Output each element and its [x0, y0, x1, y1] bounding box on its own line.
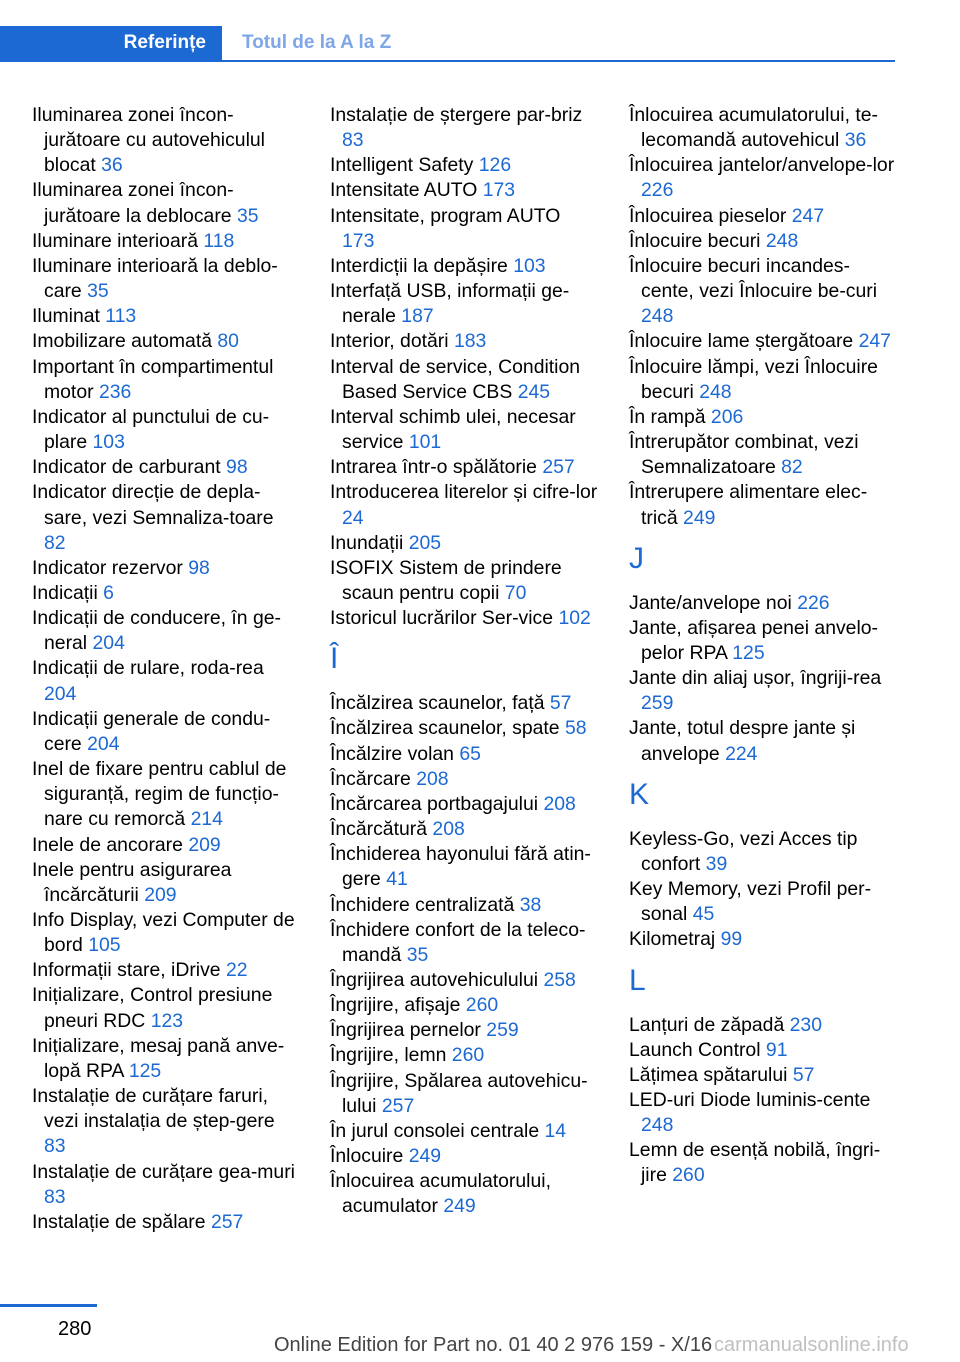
- index-entry-term: Keyless-Go, vezi Acces tip confort: [629, 827, 858, 875]
- index-entry: [32, 707, 300, 757]
- index-entry-term: Inițializare, mesaj pană anve‐lopă RPA: [32, 1034, 285, 1082]
- index-entry: [629, 329, 897, 354]
- index-entry-term: Îngrijirea pernelor: [330, 1019, 481, 1042]
- index-entry-term: Lemn de esență nobilă, îngri‐jire: [629, 1139, 881, 1187]
- page-link[interactable]: 208: [416, 767, 449, 790]
- index-entry: [32, 1160, 300, 1210]
- index-entry: [330, 1169, 598, 1219]
- index-entry: [32, 908, 300, 958]
- index-entry: [32, 656, 300, 706]
- index-entry-term: Jante din aliaj ușor, îngriji‐rea: [629, 667, 882, 690]
- index-entry: [629, 1038, 897, 1063]
- index-entry: [629, 1063, 897, 1088]
- index-entry: [330, 329, 598, 354]
- index-column-3: [629, 103, 897, 1189]
- index-entry-term: Intelligent Safety: [330, 154, 474, 177]
- index-entry-term: Instalație de spălare: [32, 1210, 206, 1233]
- page-link[interactable]: 98: [226, 456, 248, 479]
- index-entry: [330, 742, 598, 767]
- page-link[interactable]: 249: [408, 1145, 442, 1168]
- index-entry-term: Key Memory, vezi Profil per‐sonal: [629, 878, 872, 926]
- index-entry: [32, 304, 300, 329]
- index-entry: [32, 178, 300, 228]
- index-entry-term: Intensitate AUTO: [330, 179, 478, 202]
- page-link[interactable]: 70: [504, 581, 527, 604]
- index-entry: [330, 455, 598, 480]
- index-entry-term: Înlocuire lame ștergătoare: [629, 330, 854, 353]
- index-entry: [330, 178, 598, 203]
- index-entry: [629, 254, 897, 329]
- index-entry: [330, 1144, 598, 1169]
- index-entry: [330, 792, 598, 817]
- index-entry-term: Înlocuire lămpi, vezi Înlocuire becuri: [629, 355, 878, 403]
- tab-a-to-z[interactable]: Totul de la A la Z: [242, 32, 392, 53]
- index-entry: [330, 279, 598, 329]
- page-link[interactable]: 35: [87, 280, 109, 303]
- index-entry-term: Înlocuirea acumulatorului, acumulator: [330, 1170, 551, 1218]
- index-entry-term: Inele de ancorare: [32, 833, 183, 856]
- page-link[interactable]: 260: [672, 1164, 705, 1187]
- index-entry-term: Instalație de curățare gea‐muri: [32, 1160, 295, 1183]
- index-letter-heading: L: [629, 963, 646, 997]
- page-link[interactable]: 257: [381, 1094, 415, 1117]
- index-entry: [330, 254, 598, 279]
- page-link[interactable]: 99: [720, 928, 743, 951]
- index-entry: [629, 430, 897, 480]
- page-link[interactable]: 204: [87, 732, 120, 755]
- index-entry-term: Instalație de curățare faruri, vezi instalația de ștер‐gere: [32, 1085, 275, 1133]
- index-entry-term: Indicații de rulare, roda‐rea: [32, 657, 264, 680]
- index-entry: [330, 1043, 598, 1068]
- index-letter-heading: J: [629, 541, 644, 575]
- index-entry-term: Inițializare, Control presiune pneuri RDC: [32, 984, 273, 1032]
- page-link[interactable]: 105: [88, 934, 121, 957]
- page-link[interactable]: 35: [406, 943, 429, 966]
- page-link[interactable]: 208: [432, 818, 465, 841]
- page-link[interactable]: 57: [792, 1063, 815, 1086]
- page-link[interactable]: 58: [564, 717, 587, 740]
- page-link[interactable]: 248: [699, 380, 732, 403]
- index-entry-term: Închidere centralizată: [330, 893, 515, 916]
- index-entry: [629, 591, 897, 616]
- index-entry-term: Încălzirea scaunelor, față: [330, 692, 545, 715]
- index-entry-term: Îngrijire, Spălarea autovehicu‐lului: [330, 1069, 588, 1117]
- index-entry: [330, 103, 598, 153]
- index-entry-term: Înlocuirea acumulatorului, te‐lecomandă autovehicul: [629, 104, 878, 152]
- index-entry-term: Îngrijire, lemn: [330, 1044, 447, 1067]
- page-link[interactable]: 83: [342, 129, 364, 152]
- page-link[interactable]: 204: [92, 632, 125, 655]
- index-entry: [32, 229, 300, 254]
- index-entry: [330, 1018, 598, 1043]
- page-link[interactable]: 125: [128, 1059, 162, 1082]
- index-entry: [32, 1034, 300, 1084]
- index-entry: [629, 877, 897, 927]
- index-entry-term: Indicator rezervor: [32, 556, 183, 579]
- footer-rule: [0, 1304, 97, 1307]
- index-entry-term: Indicații: [32, 581, 98, 604]
- page-link[interactable]: 102: [558, 607, 591, 630]
- index-entry-term: Interior, dotări: [330, 330, 449, 353]
- index-entry-term: Iluminare interioară: [32, 229, 198, 252]
- index-entry: [330, 893, 598, 918]
- page-link[interactable]: 36: [101, 154, 123, 177]
- index-entry-term: Încărcare: [330, 767, 411, 790]
- index-entry: [330, 842, 598, 892]
- page-link[interactable]: 205: [408, 531, 442, 554]
- index-entry: [629, 355, 897, 405]
- index-entry-term: Indicator de carburant: [32, 456, 221, 479]
- page-link[interactable]: 236: [98, 380, 132, 403]
- index-entry-term: Înlocuire: [330, 1145, 404, 1168]
- index-entry: [629, 480, 897, 530]
- page-link[interactable]: 6: [103, 581, 114, 604]
- index-entry: [32, 958, 300, 983]
- index-entry: [330, 480, 598, 530]
- index-entry-term: Jante/anvelope noi: [629, 591, 792, 614]
- page-link[interactable]: 36: [844, 129, 867, 152]
- index-entry-term: Lanțuri de zăpadă: [629, 1013, 785, 1036]
- page-link[interactable]: 204: [44, 682, 77, 705]
- index-entry: [330, 968, 598, 993]
- index-entry-term: Întrerupător combinat, vezi Semnalizatoare: [629, 431, 859, 479]
- index-entry-term: Înlocuirea jantelor/anvelope‐lor: [629, 154, 895, 177]
- index-entry-term: Iluminat: [32, 305, 100, 328]
- index-entry-term: Launch Control: [629, 1038, 761, 1061]
- index-entry: [32, 757, 300, 832]
- page-link[interactable]: 41: [386, 868, 408, 891]
- index-entry: [32, 405, 300, 455]
- index-entry: [629, 927, 897, 952]
- page-link[interactable]: 226: [641, 179, 674, 202]
- index-entry: [330, 153, 598, 178]
- page-link[interactable]: 257: [542, 456, 575, 479]
- page-link[interactable]: 259: [641, 692, 674, 715]
- index-entry-term: Încărcătură: [330, 818, 428, 841]
- page-link[interactable]: 65: [459, 742, 481, 765]
- page-link[interactable]: 214: [190, 808, 223, 831]
- page-link[interactable]: 126: [478, 154, 512, 177]
- page-link[interactable]: 80: [217, 330, 239, 353]
- index-entry-term: Înlocuirea pieselor: [629, 204, 787, 227]
- watermark: carmanualsonline.info: [714, 1334, 909, 1356]
- index-letter-heading: K: [629, 777, 650, 811]
- index-entry-term: Interval de service, Condition Based Service CBS: [330, 355, 581, 403]
- index-entry-term: Iluminarea zonei încon‐jurătoare cu autovehiculul blocat: [32, 104, 265, 177]
- index-entry: [32, 556, 300, 581]
- page-link[interactable]: 57: [549, 692, 572, 715]
- index-entry: [32, 355, 300, 405]
- index-entry: [330, 918, 598, 968]
- page-link[interactable]: 125: [732, 641, 765, 664]
- page-link[interactable]: 248: [765, 229, 799, 252]
- index-entry: [32, 455, 300, 480]
- tab-references[interactable]: [0, 26, 222, 62]
- page-link[interactable]: 260: [451, 1044, 485, 1067]
- index-entry: [629, 716, 897, 766]
- page-link[interactable]: 208: [543, 792, 576, 815]
- page-link[interactable]: 247: [791, 204, 825, 227]
- page-link[interactable]: 14: [544, 1119, 567, 1142]
- index-entry: [629, 103, 897, 153]
- index-entry: [32, 983, 300, 1033]
- index-entry: [330, 204, 598, 254]
- index-entry-term: Inele pentru asigurarea încărcăturii: [32, 858, 232, 906]
- index-entry-term: Info Display, vezi Computer de bord: [32, 909, 295, 957]
- index-entry: [629, 616, 897, 666]
- page-link[interactable]: 258: [543, 969, 576, 991]
- index-entry: [330, 355, 598, 405]
- index-entry: [330, 531, 598, 556]
- page-link[interactable]: 248: [641, 305, 674, 328]
- index-entry: [32, 1210, 300, 1235]
- index-entry: [330, 767, 598, 792]
- header-rule: [222, 60, 895, 62]
- page-link[interactable]: 24: [342, 506, 364, 529]
- index-entry-term: Interval schimb ulei, necesar service: [330, 405, 576, 454]
- index-entry-term: Intrarea într-o spălătorie: [330, 456, 537, 479]
- index-entry: [32, 480, 300, 555]
- page-link[interactable]: 103: [513, 254, 546, 277]
- page-link[interactable]: 83: [44, 1185, 66, 1208]
- index-entry-term: Indicații generale de condu‐cere: [32, 707, 271, 755]
- page-link[interactable]: 22: [225, 959, 248, 982]
- index-column-2: [330, 103, 598, 1220]
- index-entry-term: Îngrijire, afișaje: [330, 994, 461, 1017]
- index-entry: [629, 1013, 897, 1038]
- index-entry: [629, 405, 897, 430]
- index-entry: [629, 827, 897, 877]
- index-entry-term: LED-uri Diode luminis‐cente: [629, 1089, 871, 1111]
- page-link[interactable]: 39: [705, 852, 728, 875]
- index-entry-term: Istoricul lucrărilor Ser‐vice: [330, 607, 554, 630]
- index-entry-term: Întrerupere alimentare elec‐trică: [629, 481, 868, 529]
- page-link[interactable]: 123: [150, 1009, 184, 1032]
- index-entry-term: Interdicții la depășire: [330, 254, 508, 277]
- index-entry-term: Jante, totul despre jante și anvelope: [629, 717, 856, 765]
- index-entry-term: Important în compartimentul motor: [32, 355, 274, 403]
- index-entry: [330, 556, 598, 606]
- index-entry-term: Inundații: [330, 531, 404, 554]
- index-letter-heading: Î: [330, 642, 339, 676]
- index-entry: [32, 581, 300, 606]
- index-entry-term: Jante, afișarea penei anvelo‐pelor RPA: [629, 616, 879, 664]
- index-entry-term: Inel de fixare pentru cablul de siguranță, regim de funcțio‐nare cu remorcă: [32, 758, 287, 831]
- index-entry: [330, 1069, 598, 1119]
- page-link[interactable]: 101: [408, 431, 442, 454]
- index-entry-term: Instalație de ștergere par‐briz: [330, 104, 583, 126]
- index-entry-term: Încărcarea portbagajului: [330, 792, 539, 815]
- index-entry-term: Înlocuire becuri incandes‐cente, vezi Înlocuire be‐curi: [629, 254, 878, 303]
- index-entry: [32, 1084, 300, 1159]
- index-entry: [330, 405, 598, 455]
- index-entry-term: Kilometraj: [629, 928, 716, 951]
- index-entry-term: Indicator direcție de depla‐sare, vezi Semnaliza‐toare: [32, 481, 274, 529]
- page-link[interactable]: 103: [92, 431, 125, 454]
- page-link[interactable]: 91: [765, 1038, 788, 1061]
- page-link[interactable]: 98: [188, 556, 210, 579]
- index-entry: [32, 606, 300, 656]
- page-link[interactable]: 247: [858, 330, 891, 353]
- index-entry-term: Încălzire volan: [330, 742, 454, 765]
- index-entry-term: Indicații de conducere, în ge‐neral: [32, 607, 282, 655]
- index-entry-term: Lățimea spătarului: [629, 1063, 788, 1086]
- index-entry: [629, 229, 897, 254]
- index-entry: [330, 817, 598, 842]
- page-link[interactable]: 209: [188, 833, 221, 856]
- index-entry-term: Închidere confort de la teleco‐mandă: [330, 918, 586, 966]
- index-entry: [629, 204, 897, 229]
- page-link[interactable]: 173: [482, 179, 516, 202]
- index-entry: [32, 103, 300, 178]
- index-entry-term: Închiderea hayonului fără atin‐gere: [330, 843, 591, 891]
- index-entry-term: Încălzirea scaunelor, spate: [330, 717, 560, 740]
- header-tabs: [0, 26, 895, 62]
- page-link[interactable]: 248: [641, 1114, 674, 1137]
- index-entry-term: Iluminare interioară la deblo‐care: [32, 254, 278, 303]
- page-link[interactable]: 249: [443, 1195, 476, 1218]
- page-number: 280: [58, 1318, 92, 1340]
- page-link[interactable]: 245: [517, 380, 551, 403]
- page-link[interactable]: 209: [144, 883, 177, 906]
- index-entry: [629, 666, 897, 716]
- page-link[interactable]: 38: [519, 893, 542, 916]
- index-entry-term: În jurul consolei centrale: [330, 1119, 540, 1142]
- index-entry-term: Informații stare, iDrive: [32, 959, 221, 982]
- index-entry: [629, 1138, 897, 1188]
- index-entry: [32, 833, 300, 858]
- index-entry-term: ISOFIX Sistem de prindere scaun pentru copii: [330, 556, 562, 604]
- index-entry-term: Îngrijirea autovehiculului: [330, 969, 539, 991]
- index-entry-term: Înlocuire becuri: [629, 229, 761, 252]
- page-link[interactable]: 259: [486, 1019, 519, 1042]
- page-link[interactable]: 183: [453, 330, 487, 353]
- index-entry-term: Imobilizare automată: [32, 330, 212, 353]
- index-entry: [32, 329, 300, 354]
- index-entry: [330, 716, 598, 741]
- page-link[interactable]: 35: [236, 204, 259, 227]
- page-link[interactable]: 118: [203, 229, 235, 252]
- page-link[interactable]: 82: [781, 456, 803, 479]
- page-link[interactable]: 206: [710, 405, 744, 428]
- index-entry-term: Indicator al punctului de cu‐plare: [32, 405, 270, 454]
- index-entry-term: Interfață USB, informații ge‐nerale: [330, 280, 570, 328]
- index-entry: [629, 1088, 897, 1138]
- page-link[interactable]: 260: [465, 994, 499, 1017]
- index-entry: [32, 254, 300, 304]
- index-entry-term: Introducerea literelor și cifre‐lor: [330, 481, 598, 504]
- index-entry: [629, 153, 897, 203]
- page-link[interactable]: 173: [342, 229, 375, 252]
- page-link[interactable]: 224: [725, 742, 758, 765]
- page-link[interactable]: 45: [692, 903, 715, 926]
- index-entry-term: Iluminarea zonei încon‐jurătoare la deblocare: [32, 179, 234, 227]
- index-entry: [330, 691, 598, 716]
- page-link[interactable]: 257: [210, 1210, 244, 1233]
- page-link[interactable]: 230: [789, 1013, 822, 1036]
- page-link[interactable]: 82: [44, 531, 66, 554]
- index-entry: [330, 1119, 598, 1144]
- page-link[interactable]: 249: [683, 506, 716, 529]
- page-link[interactable]: 113: [105, 305, 137, 328]
- page-link[interactable]: 83: [44, 1135, 66, 1158]
- index-entry: [330, 606, 598, 631]
- index-entry-term: În rampă: [629, 405, 706, 428]
- page-link[interactable]: 187: [401, 305, 434, 328]
- index-entry: [32, 858, 300, 908]
- tab-references-label: Referințe: [123, 32, 206, 53]
- index-entry-term: Intensitate, program AUTO: [330, 204, 561, 227]
- page-link[interactable]: 226: [797, 591, 830, 614]
- index-column-1: [32, 103, 300, 1235]
- edition-text: Online Edition for Part no. 01 40 2 976 159 - X/16: [274, 1334, 713, 1356]
- index-entry: [330, 993, 598, 1018]
